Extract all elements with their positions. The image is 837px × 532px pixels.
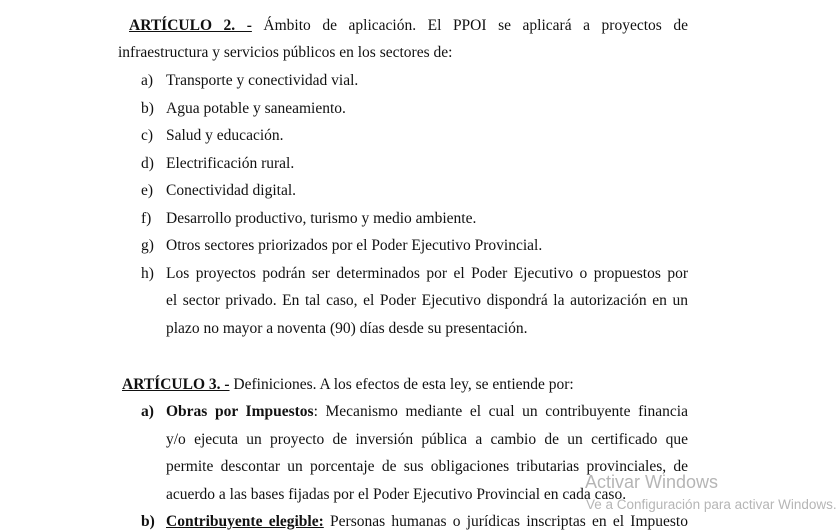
art2-item-f-marker: f)	[141, 210, 152, 227]
art3-first-line	[122, 375, 574, 395]
art2-intro-1: Ámbito de aplicación. El PPOI se aplicará a proyectos de	[263, 17, 688, 34]
art2-intro-2: infraestructura y servicios públicos en los sectores de:	[118, 44, 453, 61]
art2-item-g: Otros sectores priorizados por el Poder Ejecutivo Provincial.	[166, 237, 543, 254]
art2-item-h-line-3: plazo no mayor a noventa (90) días desde su presentación.	[166, 320, 528, 337]
art2-first-line	[129, 16, 688, 36]
art2-item-d-marker: d)	[141, 155, 154, 172]
art3-item-b-line-1	[166, 512, 688, 532]
art2-item-d: Electrificación rural.	[166, 155, 295, 172]
art3-item-a-line-4: acuerdo a las bases fijadas por el Poder Ejecutivo Provincial en cada caso.	[166, 486, 627, 503]
art2-item-a-marker: a)	[141, 72, 154, 89]
art2-item-h-line-2: el sector privado. En tal caso, el Poder Ejecutivo dispondrá la autorización en un	[166, 292, 688, 309]
art2-item-b: Agua potable y saneamiento.	[166, 100, 346, 117]
art3-item-a-line-1	[166, 402, 688, 422]
art2-item-c-marker: c)	[141, 127, 154, 144]
art2-item-e: Conectividad digital.	[166, 182, 297, 199]
art3-item-a-rest: : Mecanismo mediante el cual un contribuyente financia	[313, 403, 688, 420]
art2-heading: ARTÍCULO 2. -	[129, 17, 252, 34]
art2-item-b-marker: b)	[141, 100, 154, 117]
art3-item-b-marker: b)	[141, 513, 155, 530]
art3-item-b-rest: Personas humanas o jurídicas inscriptas en el Impuesto	[323, 513, 688, 530]
art3-item-a-line-2: y/o ejecuta un proyecto de inversión pública a cambio de un certificado que	[166, 431, 688, 448]
art3-item-a-line-3: permite descontar un porcentaje de sus obligaciones tributarias provinciales, de	[166, 458, 688, 475]
art2-item-c: Salud y educación.	[166, 127, 284, 144]
art2-item-a: Transporte y conectividad vial.	[166, 72, 359, 89]
art3-item-b-term: Contribuyente elegible:	[166, 513, 324, 530]
art3-heading: ARTÍCULO 3. -	[122, 376, 230, 393]
art2-item-e-marker: e)	[141, 182, 154, 199]
art3-item-a-term: Obras por Impuestos	[166, 403, 314, 420]
art2-item-f: Desarrollo productivo, turismo y medio ambiente.	[166, 210, 477, 227]
art2-item-h-marker: h)	[141, 265, 154, 282]
activation-watermark-title: Activar Windows	[585, 472, 719, 492]
art3-item-a-marker: a)	[141, 403, 154, 420]
art2-item-h-line-1: Los proyectos podrán ser determinados por el Poder Ejecutivo o propuestos por	[166, 265, 688, 282]
activation-watermark-subtitle: Ve a Configuración para activar Windows.	[586, 497, 837, 512]
art3-intro: Definiciones. A los efectos de esta ley, se entiende por:	[233, 376, 574, 393]
art2-item-g-marker: g)	[141, 237, 154, 254]
